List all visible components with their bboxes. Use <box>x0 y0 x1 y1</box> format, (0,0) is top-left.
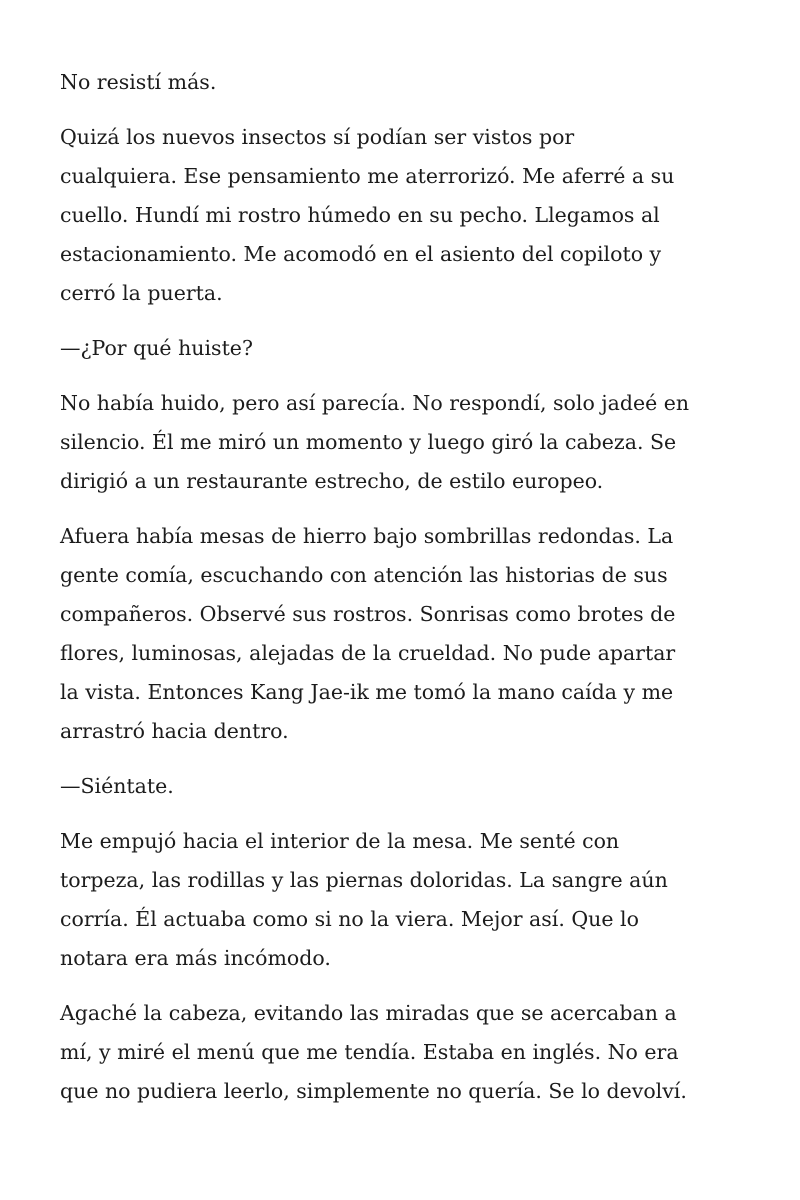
text-line: gente comía, escuchando con atención las historias de sus <box>60 563 668 587</box>
text-line: Me empujó hacia el interior de la mesa. Me senté con <box>60 829 620 853</box>
text-line: corría. Él actuaba como si no la viera. Mejor así. Que lo <box>60 907 639 931</box>
paragraph-5 <box>60 517 760 751</box>
text-line: notara era más incómodo. <box>60 946 331 970</box>
text-line: No resistí más. <box>60 70 217 94</box>
text-line: silencio. Él me miró un momento y luego giró la cabeza. Se <box>60 430 677 454</box>
text-line: arrastró hacia dentro. <box>60 719 289 743</box>
text-line: flores, luminosas, alejadas de la crueldad. No pude apartar <box>60 641 676 665</box>
text-line: —¿Por qué huiste? <box>60 336 253 360</box>
text-line: cualquiera. Ese pensamiento me aterrorizó. Me aferré a su <box>60 164 675 188</box>
text-line: —Siéntate. <box>60 774 174 798</box>
text-line: compañeros. Observé sus rostros. Sonrisas como brotes de <box>60 602 676 626</box>
paragraph-2 <box>60 118 760 313</box>
text-line: que no pudiera leerlo, simplemente no quería. Se lo devolví. <box>60 1079 687 1103</box>
text-line: dirigió a un restaurante estrecho, de estilo europeo. <box>60 469 604 493</box>
text-line: Agaché la cabeza, evitando las miradas que se acercaban a <box>60 1001 677 1025</box>
text-line: la vista. Entonces Kang Jae-ik me tomó la mano caída y me <box>60 680 674 704</box>
text-line: No había huido, pero así parecía. No respondí, solo jadeé en <box>60 391 690 415</box>
paragraph-6-dialogue <box>60 767 760 806</box>
text-line: mí, y miré el menú que me tendía. Estaba en inglés. No era <box>60 1040 679 1064</box>
paragraph-7 <box>60 822 760 978</box>
text-line: torpeza, las rodillas y las piernas doloridas. La sangre aún <box>60 868 668 892</box>
text-line: cerró la puerta. <box>60 281 223 305</box>
text-line: Afuera había mesas de hierro bajo sombrillas redondas. La <box>60 524 674 548</box>
paragraph-4 <box>60 384 760 501</box>
text-line: Quizá los nuevos insectos sí podían ser vistos por <box>60 125 575 149</box>
paragraph-3-dialogue <box>60 329 760 368</box>
text-line: estacionamiento. Me acomodó en el asiento del copiloto y <box>60 242 662 266</box>
text-line: cuello. Hundí mi rostro húmedo en su pecho. Llegamos al <box>60 203 660 227</box>
paragraph-1 <box>60 63 760 102</box>
paragraph-8 <box>60 994 760 1111</box>
